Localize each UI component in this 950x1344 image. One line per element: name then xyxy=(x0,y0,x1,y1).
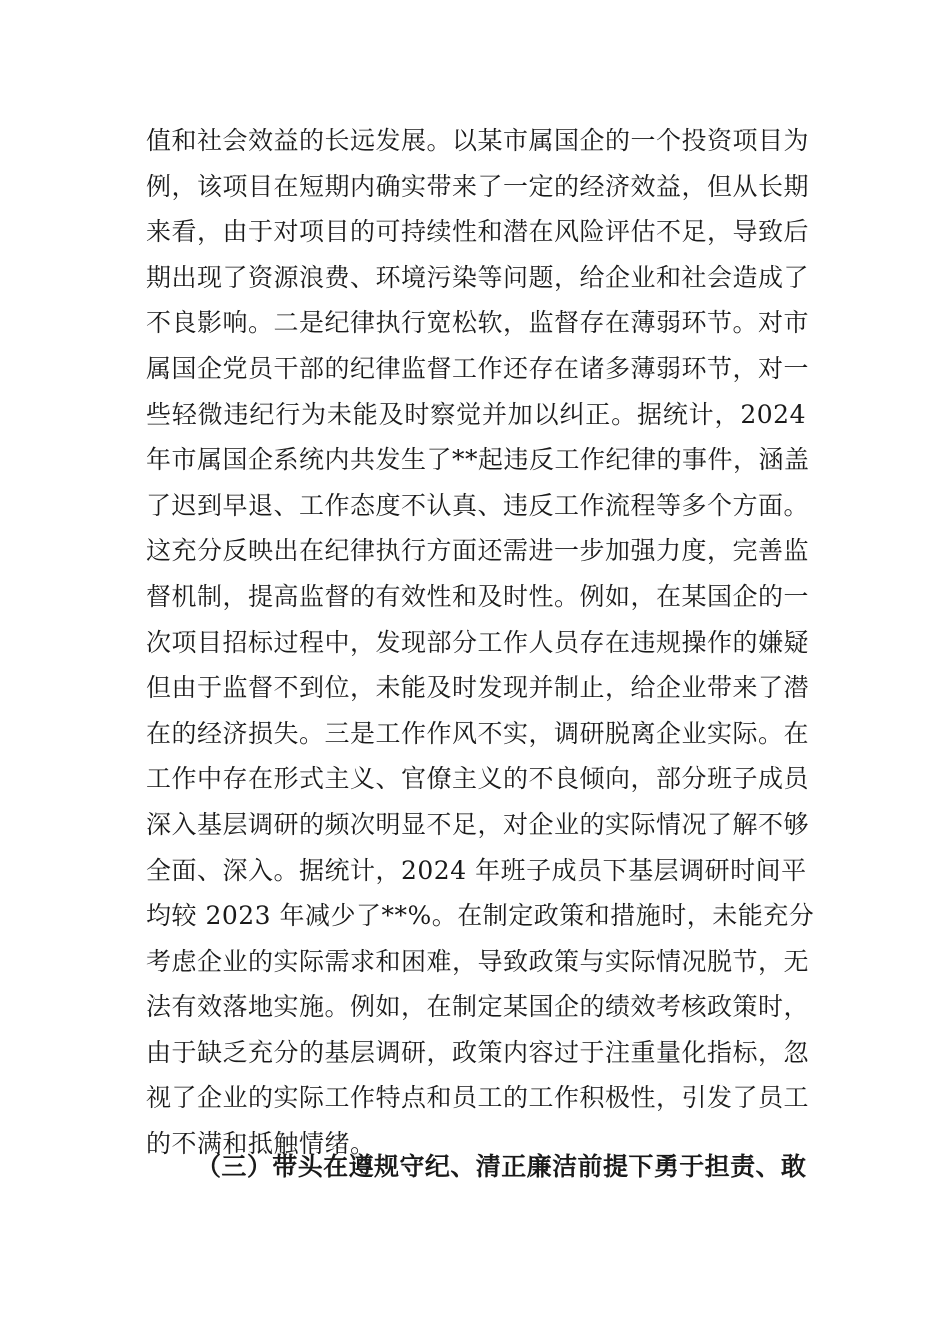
paragraph-line: 考虑企业的实际需求和困难，导致政策与实际情况脱节，无 xyxy=(146,946,810,976)
paragraph-line: 期出现了资源浪费、环境污染等问题，给企业和社会造成了 xyxy=(146,262,810,292)
paragraph-line: 些轻微违纪行为未能及时察觉并加以纠正。据统计，2024 xyxy=(146,399,806,429)
paragraph-line: 工作中存在形式主义、官僚主义的不良倾向，部分班子成员 xyxy=(146,764,810,794)
paragraph-line: 全面、深入。据统计，2024 年班子成员下基层调研时间平 xyxy=(146,855,807,885)
paragraph-line: 法有效落地实施。例如，在制定某国企的绩效考核政策时， xyxy=(146,992,810,1022)
paragraph-line: 的不满和抵触情绪。 xyxy=(146,1129,376,1159)
paragraph-line: 属国企党员干部的纪律监督工作还存在诸多薄弱环节，对一 xyxy=(146,353,810,383)
paragraph-line: 均较 2023 年减少了**%。在制定政策和措施时，未能充分 xyxy=(146,901,815,931)
paragraph-line: 不良影响。二是纪律执行宽松软，监督存在薄弱环节。对市 xyxy=(146,308,810,338)
body-paragraph xyxy=(146,118,815,1167)
paragraph-line: 但由于监督不到位，未能及时发现并制止，给企业带来了潜 xyxy=(146,673,810,703)
paragraph-line: 这充分反映出在纪律执行方面还需进一步加强力度，完善监 xyxy=(146,536,810,566)
paragraph-line: 深入基层调研的频次明显不足，对企业的实际情况了解不够 xyxy=(146,809,810,839)
paragraph-line: 年市属国企系统内共发生了**起违反工作纪律的事件，涵盖 xyxy=(146,445,810,475)
paragraph-line: 来看，由于对项目的可持续性和潜在风险评估不足，导致后 xyxy=(146,217,810,247)
paragraph-line: 在的经济损失。三是工作作风不实，调研脱离企业实际。在 xyxy=(146,718,810,748)
paragraph-line: 督机制，提高监督的有效性和及时性。例如，在某国企的一 xyxy=(146,581,810,611)
paragraph-line: 由于缺乏充分的基层调研，政策内容过于注重量化指标，忽 xyxy=(146,1037,810,1067)
paragraph-line: 次项目招标过程中，发现部分工作人员存在违规操作的嫌疑 xyxy=(146,627,810,657)
paragraph-line: 了迟到早退、工作态度不认真、违反工作流程等多个方面。 xyxy=(146,490,810,520)
section-heading: （三）带头在遵规守纪、清正廉洁前提下勇于担责、敢 xyxy=(196,1152,806,1181)
paragraph-line: 值和社会效益的长远发展。以某市属国企的一个投资项目为 xyxy=(146,126,810,155)
paragraph-line: 视了企业的实际工作特点和员工的工作积极性，引发了员工 xyxy=(146,1083,810,1113)
paragraph-line: 例，该项目在短期内确实带来了一定的经济效益，但从长期 xyxy=(146,171,810,201)
